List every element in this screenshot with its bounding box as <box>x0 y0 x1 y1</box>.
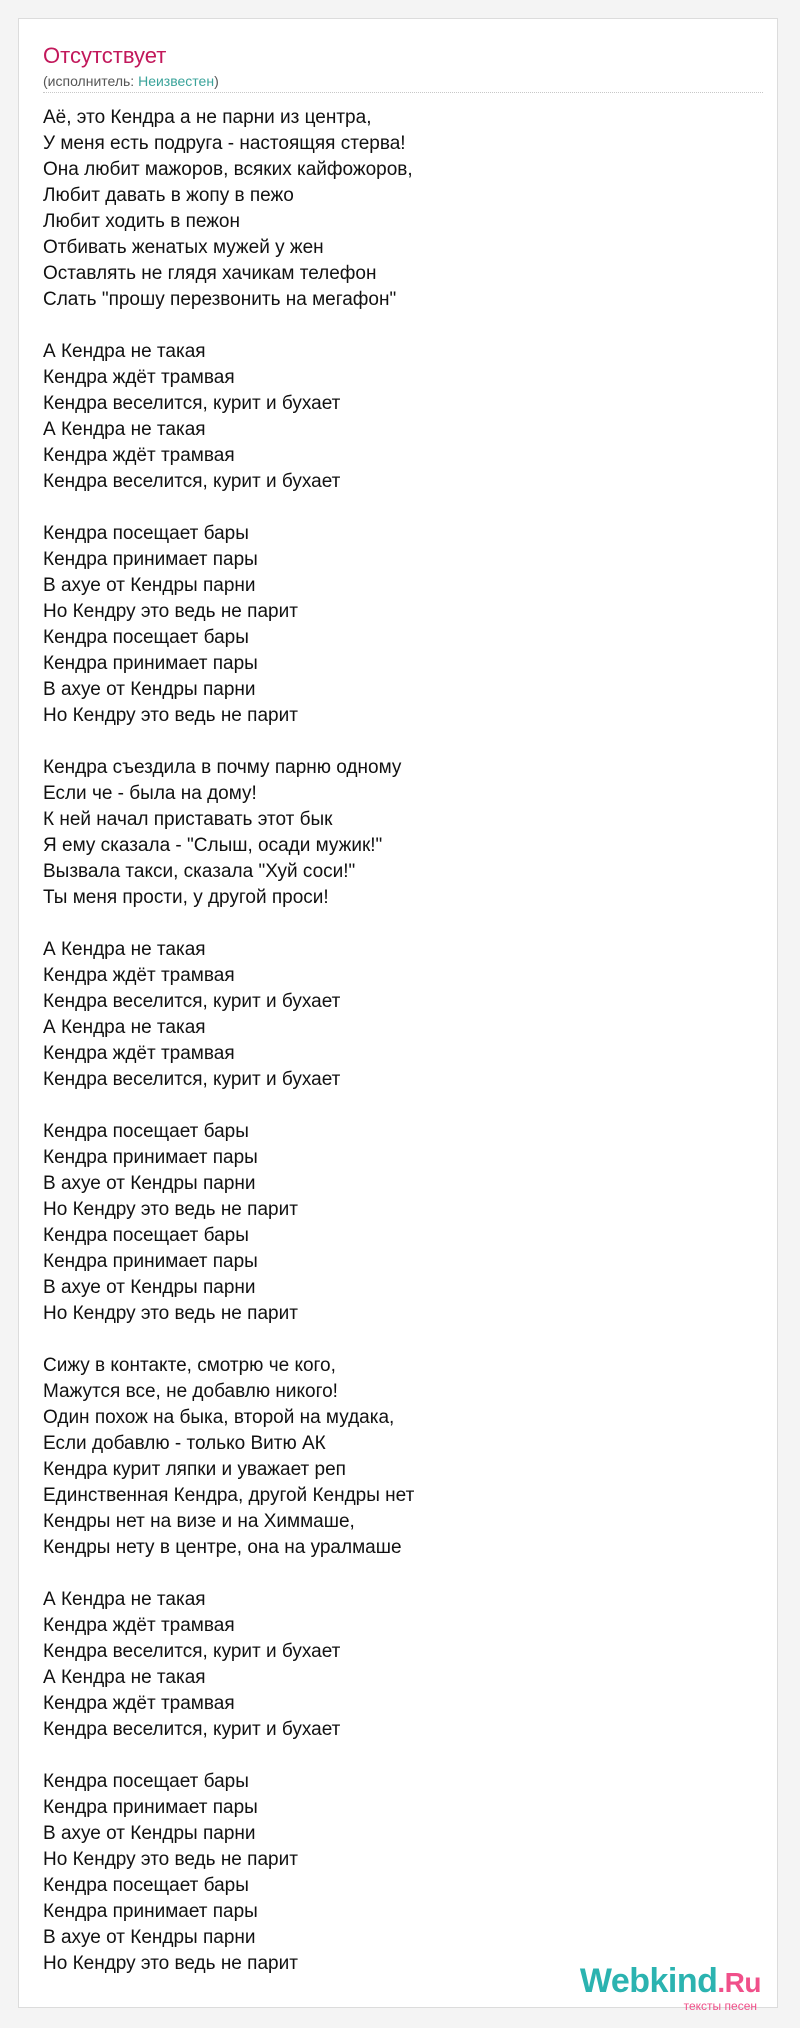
lyric-line: Ты меня прости, у другой проси! <box>43 887 329 908</box>
lyric-line: Если добавлю - только Витю АК <box>43 1433 326 1454</box>
lyric-line: Кендра съездила в почму парню одному <box>43 757 402 778</box>
site-logo[interactable] <box>580 1963 761 2013</box>
stanza <box>43 1587 763 1743</box>
artist-line <box>43 73 219 89</box>
lyrics-card <box>18 18 778 2013</box>
lyric-line: Кендра принимает пары <box>43 653 258 674</box>
lyric-line: А Кендра не такая <box>43 1589 206 1610</box>
lyric-line: Единственная Кендра, другой Кендры нет <box>43 1485 415 1506</box>
stanza <box>43 755 763 911</box>
lyric-line: Но Кендру это ведь не парит <box>43 1953 298 1974</box>
lyric-line: У меня есть подруга - настоящяя стерва! <box>43 133 406 154</box>
lyric-line: Кендры нет на визе и на Химмаше, <box>43 1511 355 1532</box>
lyric-line: Кендра ждёт трамвая <box>43 445 235 466</box>
lyric-line: Кендра принимает пары <box>43 1797 258 1818</box>
lyric-line: Любит ходить в пежон <box>43 211 240 232</box>
logo-tld: .Ru <box>717 1967 761 1998</box>
lyric-line: Кендра веселится, курит и бухает <box>43 991 341 1012</box>
lyric-line: Кендра веселится, курит и бухает <box>43 1069 341 1090</box>
lyrics-text <box>43 105 763 2003</box>
lyric-line: Любит давать в жопу в пежо <box>43 185 294 206</box>
lyric-line: Я ему сказала - "Слыш, осади мужик!" <box>43 835 383 856</box>
lyric-line: В ахуе от Кендры парни <box>43 575 256 596</box>
lyric-line: Она любит мажоров, всяких кайфожоров, <box>43 159 413 180</box>
lyric-line: В ахуе от Кендры парни <box>43 1277 256 1298</box>
title-divider <box>43 92 763 93</box>
lyric-line: Один похож на быка, второй на мудака, <box>43 1407 395 1428</box>
lyric-line: А Кендра не такая <box>43 419 206 440</box>
lyric-line: Кендры нету в центре, она на уралмаше <box>43 1537 402 1558</box>
stanza <box>43 937 763 1093</box>
lyric-line: Но Кендру это ведь не парит <box>43 1849 298 1870</box>
lyric-line: Кендра веселится, курит и бухает <box>43 471 341 492</box>
lyric-line: Кендра посещает бары <box>43 1225 249 1246</box>
stanza <box>43 105 763 313</box>
lyric-line: Кендра веселится, курит и бухает <box>43 1719 341 1740</box>
stanza <box>43 521 763 729</box>
lyric-line: Сижу в контакте, смотрю че кого, <box>43 1355 336 1376</box>
lyric-line: В ахуе от Кендры парни <box>43 1173 256 1194</box>
stanza <box>43 1769 763 1977</box>
lyric-line: К ней начал приставать этот бык <box>43 809 333 830</box>
lyric-line: В ахуе от Кендры парни <box>43 1927 256 1948</box>
lyric-line: В ахуе от Кендры парни <box>43 1823 256 1844</box>
lyric-line: Если че - была на дому! <box>43 783 257 804</box>
lyric-line: Кендра посещает бары <box>43 1771 249 1792</box>
stanza <box>43 339 763 495</box>
lyric-line: Кендра принимает пары <box>43 1901 258 1922</box>
lyric-line: Кендра ждёт трамвая <box>43 1043 235 1064</box>
lyric-line: Но Кендру это ведь не парит <box>43 1303 298 1324</box>
lyric-line: Оставлять не глядя хачикам телефон <box>43 263 377 284</box>
lyric-line: А Кендра не такая <box>43 939 206 960</box>
lyric-line: А Кендра не такая <box>43 341 206 362</box>
song-title: Отсутствует <box>43 43 167 68</box>
lyric-line: Аё, это Кендра а не парни из центра, <box>43 107 372 128</box>
lyric-line: А Кендра не такая <box>43 1667 206 1688</box>
lyric-line: Кендра ждёт трамвая <box>43 965 235 986</box>
lyric-line: Кендра веселится, курит и бухает <box>43 393 341 414</box>
lyric-line: Слать "прошу перезвонить на мегафон" <box>43 289 397 310</box>
logo-name: Webkind <box>579 1962 718 2000</box>
lyric-line: Кендра посещает бары <box>43 1121 249 1142</box>
artist-suffix: ) <box>214 73 219 89</box>
stanza <box>43 1119 763 1327</box>
lyric-line: Но Кендру это ведь не парит <box>43 1199 298 1220</box>
lyric-line: Кендра посещает бары <box>43 627 249 648</box>
lyric-line: Кендра принимает пары <box>43 1147 258 1168</box>
lyric-line: В ахуе от Кендры парни <box>43 679 256 700</box>
lyric-line: Но Кендру это ведь не парит <box>43 705 298 726</box>
lyric-line: А Кендра не такая <box>43 1017 206 1038</box>
lyric-line: Кендра ждёт трамвая <box>43 1615 235 1636</box>
lyric-line: Кендра ждёт трамвая <box>43 367 235 388</box>
lyric-line: Но Кендру это ведь не парит <box>43 601 298 622</box>
artist-prefix: (исполнитель: <box>43 73 139 89</box>
lyric-line: Отбивать женатых мужей у жен <box>43 237 324 258</box>
lyric-line: Кендра ждёт трамвая <box>43 1693 235 1714</box>
lyric-line: Кендра принимает пары <box>43 549 258 570</box>
stanza <box>43 1353 763 1561</box>
lyric-line: Мажутся все, не добавлю никого! <box>43 1381 338 1402</box>
lyric-line: Кендра принимает пары <box>43 1251 258 1272</box>
lyric-line: Кендра посещает бары <box>43 1875 249 1896</box>
artist-link[interactable]: Неизвестен <box>138 73 215 89</box>
lyric-line: Кендра веселится, курит и бухает <box>43 1641 341 1662</box>
lyric-line: Кендра посещает бары <box>43 523 249 544</box>
lyric-line: Вызвала такси, сказала "Хуй соси!" <box>43 861 356 882</box>
lyric-line: Кендра курит ляпки и уважает реп <box>43 1459 346 1480</box>
logo-tagline: тексты песен <box>683 1999 757 2013</box>
